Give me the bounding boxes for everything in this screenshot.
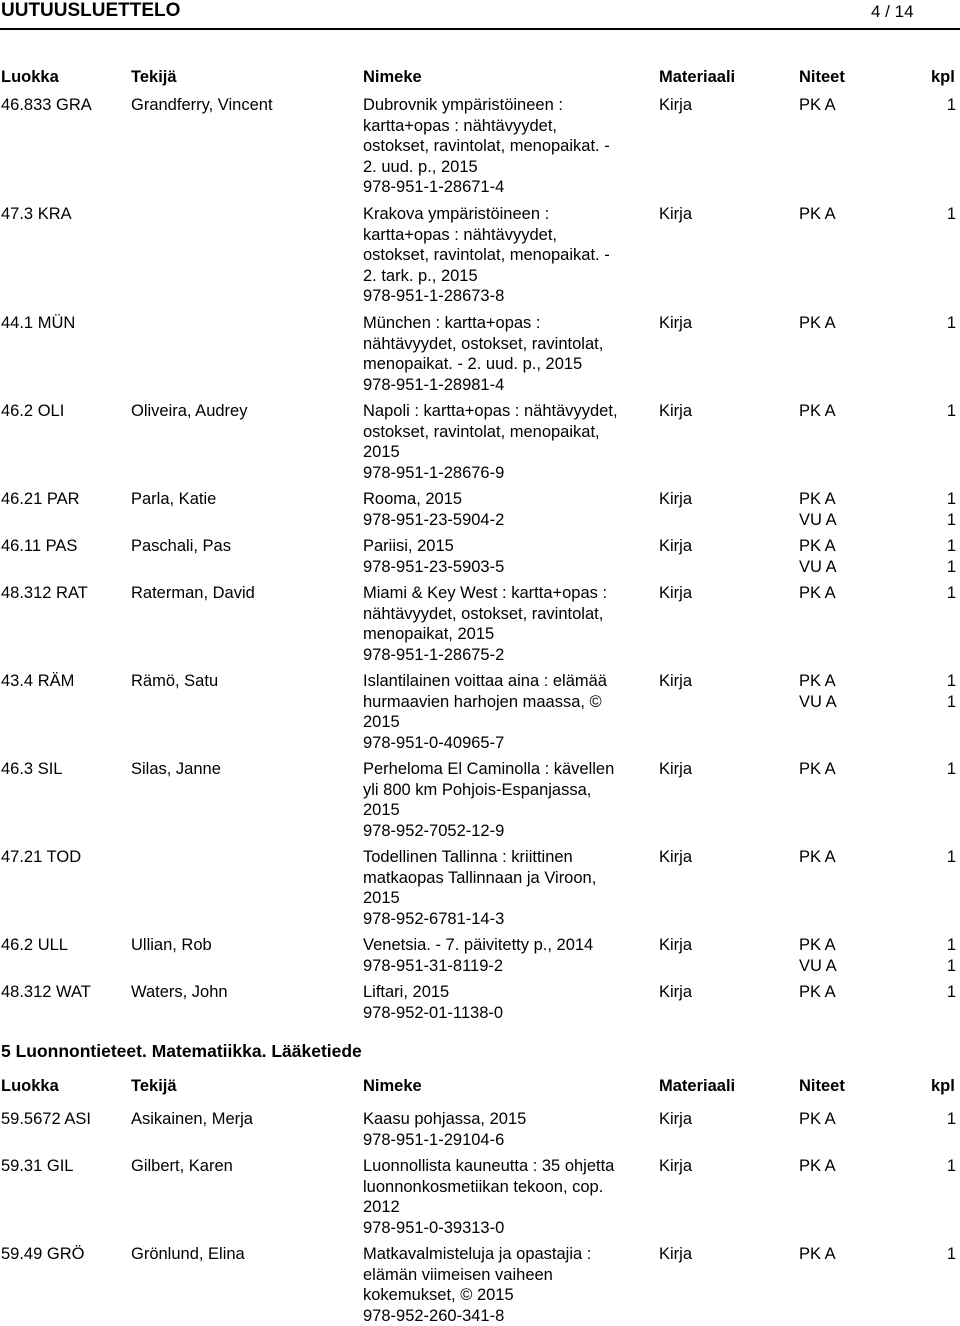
column-header-kpl: kpl	[931, 1077, 955, 1095]
kpl-cell	[944, 95, 956, 116]
kpl-cell	[944, 1109, 956, 1130]
kpl-value: 1	[946, 1157, 956, 1175]
nimeke-line: Krakova ympäristöineen :	[363, 205, 550, 223]
niteet-value: VU A	[799, 692, 837, 711]
column-header-niteet: Niteet	[799, 1077, 845, 1095]
luokka-cell: 47.3 KRA	[1, 205, 72, 223]
section-heading: 5 Luonnontieteet. Matematiikka. Lääketiede	[1, 1041, 362, 1061]
tekija-cell: Rämö, Satu	[131, 672, 219, 690]
luokka-cell: 46.11 PAS	[1, 537, 78, 555]
materiaali-cell: Kirja	[659, 983, 693, 1001]
nimeke-line: ostokset, ravintolat, menopaikat. -	[363, 246, 610, 265]
column-header-materiaali: Materiaali	[659, 1077, 736, 1095]
nimeke-cell	[363, 95, 653, 198]
nimeke-line: 2. tark. p., 2015	[363, 266, 478, 285]
kpl-value: 1	[946, 983, 956, 1001]
nimeke-cell	[363, 847, 653, 929]
nimeke-line: ostokset, ravintolat, menopaikat. -	[363, 137, 610, 156]
nimeke-line: 2015	[363, 443, 400, 462]
kpl-cell	[944, 671, 956, 712]
column-header	[0, 1075, 960, 1097]
tekija-cell: Raterman, David	[131, 584, 255, 602]
niteet-cell	[799, 536, 837, 577]
nimeke-cell	[363, 204, 653, 307]
luokka-cell: 46.2 OLI	[1, 402, 65, 420]
kpl-cell	[944, 583, 956, 604]
luokka-cell: 43.4 RÄM	[1, 672, 75, 690]
niteet-value: PK A	[799, 1245, 836, 1263]
nimeke-line: Kaasu pohjassa, 2015	[363, 1110, 527, 1128]
niteet-value: PK A	[799, 1157, 836, 1175]
nimeke-line: menopaikat. - 2. uud. p., 2015	[363, 355, 583, 374]
column-header-luokka: Luokka	[1, 1077, 59, 1095]
nimeke-cell	[363, 1109, 653, 1150]
niteet-value: VU A	[799, 510, 837, 529]
column-header-tekija: Tekijä	[131, 68, 177, 86]
nimeke-line: 978-951-1-28673-8	[363, 287, 505, 306]
niteet-cell	[799, 847, 836, 868]
materiaali-cell: Kirja	[659, 936, 693, 954]
nimeke-cell	[363, 313, 653, 395]
nimeke-line: matkaopas Tallinnaan ja Viroon,	[363, 868, 597, 887]
page-title: UUTUUSLUETTELO	[1, 0, 181, 21]
niteet-cell	[799, 583, 836, 604]
luokka-cell: 46.3 SIL	[1, 760, 63, 778]
nimeke-line: kokemukset, © 2015	[363, 1286, 514, 1305]
nimeke-line: Liftari, 2015	[363, 983, 450, 1001]
nimeke-line: hurmaavien harhojen maassa, ©	[363, 692, 602, 711]
nimeke-line: 978-951-0-40965-7	[363, 733, 505, 752]
nimeke-line: 978-951-31-8119-2	[363, 956, 504, 975]
nimeke-line: kartta+opas : nähtävyydet,	[363, 225, 557, 244]
niteet-cell	[799, 489, 837, 530]
luokka-cell: 59.31 GIL	[1, 1157, 74, 1175]
nimeke-line: Venetsia. - 7. päivitetty p., 2014	[363, 936, 594, 954]
kpl-cell	[944, 1156, 956, 1177]
kpl-cell	[944, 536, 956, 577]
kpl-cell	[944, 982, 956, 1003]
nimeke-line: 978-951-0-39313-0	[363, 1218, 505, 1237]
materiaali-cell: Kirja	[659, 760, 693, 778]
niteet-value: PK A	[799, 537, 836, 555]
nimeke-line: Matkavalmisteluja ja opastajia :	[363, 1245, 592, 1263]
nimeke-line: Pariisi, 2015	[363, 537, 454, 555]
nimeke-line: 2012	[363, 1198, 400, 1217]
tekija-cell: Asikainen, Merja	[131, 1110, 253, 1128]
luokka-cell: 46.2 ULL	[1, 936, 68, 954]
column-header-tekija: Tekijä	[131, 1077, 177, 1095]
niteet-value: PK A	[799, 672, 836, 690]
kpl-value: 1	[946, 96, 956, 114]
nimeke-line: 978-952-7052-12-9	[363, 821, 505, 840]
kpl-value: 1	[946, 1110, 956, 1128]
nimeke-line: menopaikat, 2015	[363, 625, 495, 644]
tekija-cell: Oliveira, Audrey	[131, 402, 248, 420]
nimeke-line: ostokset, ravintolat, menopaikat,	[363, 422, 600, 441]
luokka-cell: 48.312 WAT	[1, 983, 91, 1001]
nimeke-line: Rooma, 2015	[363, 490, 463, 508]
column-header-materiaali: Materiaali	[659, 68, 736, 86]
kpl-value: 1	[946, 557, 956, 576]
nimeke-cell	[363, 401, 653, 483]
tekija-cell: Waters, John	[131, 983, 228, 1001]
nimeke-line: Miami & Key West : kartta+opas :	[363, 584, 608, 602]
kpl-cell	[944, 759, 956, 780]
nimeke-line: elämän viimeisen vaiheen	[363, 1265, 553, 1284]
nimeke-line: 978-951-1-28671-4	[363, 178, 505, 197]
niteet-cell	[799, 759, 836, 780]
tekija-cell: Gilbert, Karen	[131, 1157, 233, 1175]
niteet-value: PK A	[799, 402, 836, 420]
nimeke-line: 2015	[363, 713, 400, 732]
nimeke-line: luonnonkosmetiikan tekoon, cop.	[363, 1177, 604, 1196]
nimeke-line: 978-951-1-29104-6	[363, 1130, 505, 1149]
tekija-cell: Paschali, Pas	[131, 537, 231, 555]
column-header	[0, 66, 960, 88]
materiaali-cell: Kirja	[659, 314, 693, 332]
materiaali-cell: Kirja	[659, 490, 693, 508]
luokka-cell: 59.5672 ASI	[1, 1110, 91, 1128]
tekija-cell: Grandferry, Vincent	[131, 96, 273, 114]
materiaali-cell: Kirja	[659, 205, 693, 223]
kpl-cell	[944, 935, 956, 976]
niteet-cell	[799, 95, 836, 116]
nimeke-cell	[363, 982, 653, 1023]
nimeke-line: nähtävyydet, ostokset, ravintolat,	[363, 604, 604, 623]
materiaali-cell: Kirja	[659, 1157, 693, 1175]
kpl-value: 1	[946, 584, 956, 602]
materiaali-cell: Kirja	[659, 1245, 693, 1263]
niteet-value: PK A	[799, 848, 836, 866]
kpl-cell	[944, 489, 956, 530]
nimeke-cell	[363, 759, 653, 841]
kpl-cell	[944, 204, 956, 225]
tekija-cell: Parla, Katie	[131, 490, 217, 508]
kpl-value: 1	[946, 848, 956, 866]
kpl-value: 1	[946, 402, 956, 420]
kpl-cell	[944, 847, 956, 868]
nimeke-line: Todellinen Tallinna : kriittinen	[363, 848, 573, 866]
nimeke-line: kartta+opas : nähtävyydet,	[363, 116, 557, 135]
nimeke-cell	[363, 1156, 653, 1238]
column-header-luokka: Luokka	[1, 68, 59, 86]
kpl-value: 1	[946, 490, 956, 508]
kpl-value: 1	[946, 205, 956, 223]
nimeke-line: nähtävyydet, ostokset, ravintolat,	[363, 334, 604, 353]
luokka-cell: 48.312 RAT	[1, 584, 88, 602]
kpl-value: 1	[946, 314, 956, 332]
nimeke-line: München : kartta+opas :	[363, 314, 541, 332]
nimeke-line: 978-952-01-1138-0	[363, 1003, 504, 1022]
nimeke-cell	[363, 935, 653, 976]
nimeke-line: yli 800 km Pohjois-Espanjassa,	[363, 780, 592, 799]
kpl-cell	[944, 401, 956, 422]
column-header-nimeke: Nimeke	[363, 68, 422, 86]
nimeke-line: 978-951-23-5904-2	[363, 510, 505, 529]
niteet-value: PK A	[799, 96, 836, 114]
nimeke-line: 2015	[363, 889, 400, 908]
niteet-cell	[799, 671, 837, 712]
kpl-value: 1	[946, 1245, 956, 1263]
kpl-value: 1	[946, 672, 956, 690]
nimeke-line: 2. uud. p., 2015	[363, 157, 478, 176]
materiaali-cell: Kirja	[659, 402, 693, 420]
luokka-cell: 46.833 GRA	[1, 96, 92, 114]
materiaali-cell: Kirja	[659, 1110, 693, 1128]
niteet-value: VU A	[799, 956, 837, 975]
luokka-cell: 46.21 PAR	[1, 490, 80, 508]
luokka-cell: 44.1 MÜN	[1, 314, 76, 332]
kpl-value: 1	[946, 956, 956, 975]
niteet-value: PK A	[799, 760, 836, 778]
niteet-value: PK A	[799, 490, 836, 508]
materiaali-cell: Kirja	[659, 96, 693, 114]
nimeke-cell	[363, 1244, 653, 1326]
kpl-value: 1	[946, 692, 956, 711]
kpl-value: 1	[946, 537, 956, 555]
title-divider	[0, 28, 960, 30]
materiaali-cell: Kirja	[659, 672, 693, 690]
nimeke-line: 978-951-23-5903-5	[363, 557, 505, 576]
materiaali-cell: Kirja	[659, 537, 693, 555]
column-header-nimeke: Nimeke	[363, 1077, 422, 1095]
tekija-cell: Ullian, Rob	[131, 936, 212, 954]
nimeke-line: Perheloma El Caminolla : kävellen	[363, 760, 615, 778]
nimeke-cell	[363, 583, 653, 665]
kpl-value: 1	[946, 510, 956, 529]
niteet-value: PK A	[799, 584, 836, 602]
niteet-cell	[799, 1109, 836, 1130]
niteet-value: PK A	[799, 205, 836, 223]
nimeke-line: 978-952-6781-14-3	[363, 909, 505, 928]
niteet-value: VU A	[799, 557, 837, 576]
materiaali-cell: Kirja	[659, 848, 693, 866]
nimeke-line: Dubrovnik ympäristöineen :	[363, 96, 563, 114]
niteet-value: PK A	[799, 936, 836, 954]
tekija-cell: Grönlund, Elina	[131, 1245, 245, 1263]
luokka-cell: 59.49 GRÖ	[1, 1245, 85, 1263]
column-header-niteet: Niteet	[799, 68, 845, 86]
kpl-cell	[944, 313, 956, 334]
kpl-cell	[944, 1244, 956, 1265]
kpl-value: 1	[946, 936, 956, 954]
nimeke-line: Napoli : kartta+opas : nähtävyydet,	[363, 402, 618, 420]
nimeke-cell	[363, 489, 653, 530]
nimeke-line: 978-951-1-28981-4	[363, 375, 505, 394]
niteet-value: PK A	[799, 314, 836, 332]
niteet-cell	[799, 1244, 836, 1265]
luokka-cell: 47.21 TOD	[1, 848, 82, 866]
nimeke-line: Islantilainen voittaa aina : elämää	[363, 672, 607, 690]
nimeke-line: 978-951-1-28675-2	[363, 645, 505, 664]
niteet-cell	[799, 982, 836, 1003]
niteet-cell	[799, 401, 836, 422]
kpl-value: 1	[946, 760, 956, 778]
materiaali-cell: Kirja	[659, 584, 693, 602]
nimeke-line: 978-952-260-341-8	[363, 1306, 505, 1325]
nimeke-cell	[363, 671, 653, 753]
page-number: 4 / 14	[871, 2, 914, 21]
niteet-cell	[799, 204, 836, 225]
niteet-value: PK A	[799, 983, 836, 1001]
nimeke-line: 2015	[363, 801, 400, 820]
niteet-cell	[799, 1156, 836, 1177]
nimeke-line: Luonnollista kauneutta : 35 ohjetta	[363, 1157, 615, 1175]
nimeke-cell	[363, 536, 653, 577]
niteet-cell	[799, 935, 837, 976]
niteet-value: PK A	[799, 1110, 836, 1128]
nimeke-line: 978-951-1-28676-9	[363, 463, 505, 482]
column-header-kpl: kpl	[931, 68, 955, 86]
tekija-cell: Silas, Janne	[131, 760, 221, 778]
niteet-cell	[799, 313, 836, 334]
